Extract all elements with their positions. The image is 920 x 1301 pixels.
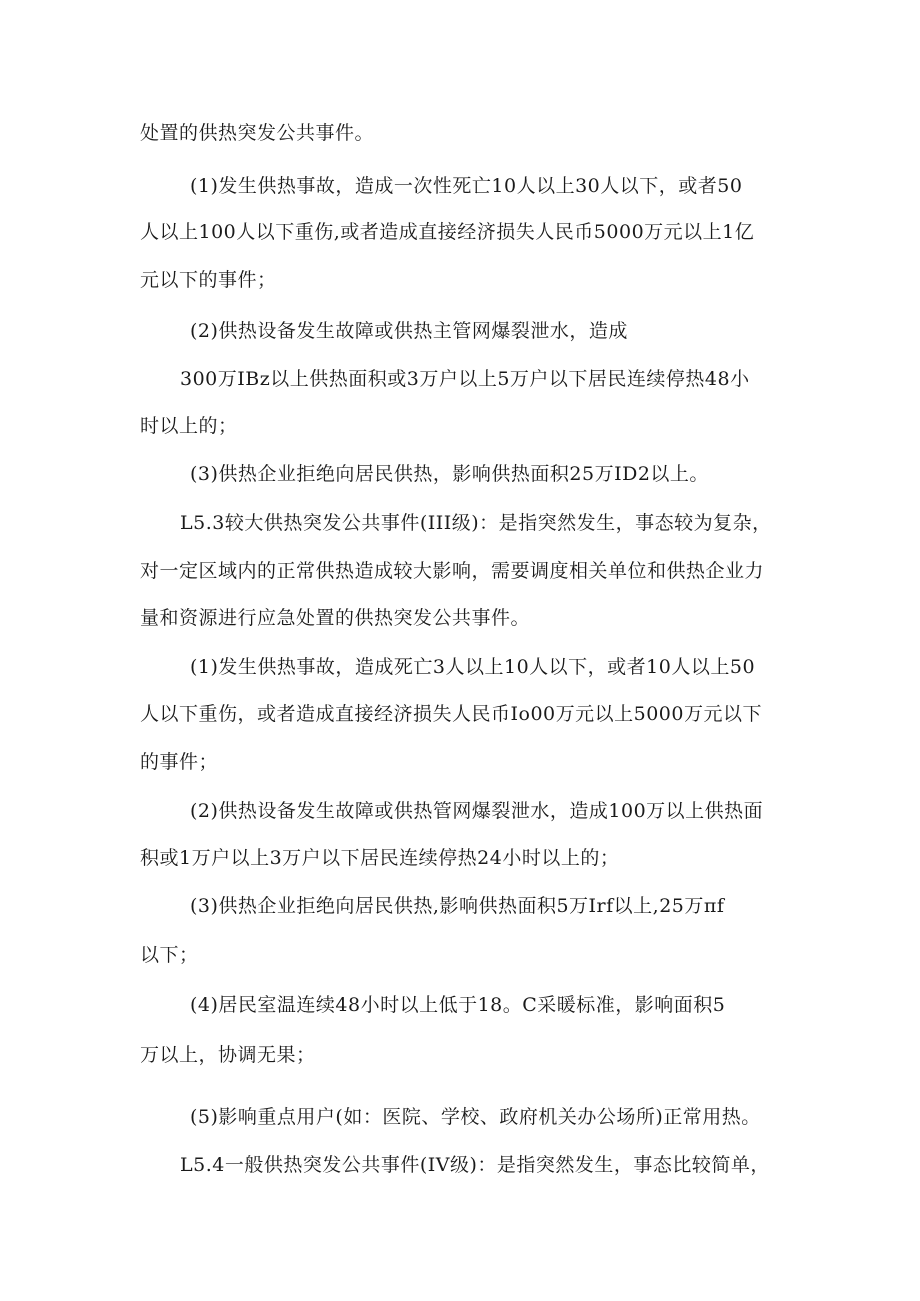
text-line: (3)供热企业拒绝向居民供热,影响供热面积5万Irf以上,25万πf bbox=[190, 895, 725, 917]
text-line: 以下； bbox=[140, 944, 199, 966]
text-line: (2)供热设备发生故障或供热管网爆裂泄水，造成100万以上供热面 bbox=[190, 800, 764, 822]
text-line: (1)发生供热事故，造成一次性死亡10人以上30人以下，或者50 bbox=[190, 175, 743, 197]
text-line: (1)发生供热事故，造成死亡3人以上10人以下，或者10人以上50 bbox=[190, 656, 756, 678]
text-line: 处置的供热突发公共事件。 bbox=[140, 122, 375, 144]
text-line: 人以上100人以下重伤,或者造成直接经济损失人民币5000万元以上1亿 bbox=[140, 221, 755, 243]
text-line: 的事件； bbox=[140, 751, 219, 773]
text-line: 积或1万户以上3万户以下居民连续停热24小时以上的； bbox=[140, 847, 620, 869]
text-line: L5.3较大供热突发公共事件(III级)：是指突然发生，事态较为复杂， bbox=[180, 512, 772, 534]
text-line: 万以上，协调无果； bbox=[140, 1044, 316, 1066]
text-line: (5)影响重点用户(如：医院、学校、政府机关办公场所)正常用热。 bbox=[190, 1106, 761, 1128]
text-line: 人以下重伤，或者造成直接经济损失人民币Io00万元以上5000万元以下 bbox=[140, 703, 762, 725]
text-line: (2)供热设备发生故障或供热主管网爆裂泄水，造成 bbox=[190, 320, 628, 342]
text-line: (4)居民室温连续48小时以上低于18。C采暖标准，影响面积5 bbox=[190, 994, 726, 1016]
text-line: (3)供热企业拒绝向居民供热，影响供热面积25万ID2以上。 bbox=[190, 463, 709, 485]
text-line: 时以上的； bbox=[140, 415, 238, 437]
text-line: 元以下的事件； bbox=[140, 269, 277, 291]
text-line: L5.4一般供热突发公共事件(IV级)：是指突然发生，事态比较简单， bbox=[180, 1154, 770, 1176]
text-line: 300万IBz以上供热面积或3万户以上5万户以下居民连续停热48小 bbox=[180, 368, 750, 390]
text-line: 对一定区域内的正常供热造成较大影响，需要调度相关单位和供热企业力 bbox=[140, 560, 765, 582]
text-line: 量和资源进行应急处置的供热突发公共事件。 bbox=[140, 607, 531, 629]
